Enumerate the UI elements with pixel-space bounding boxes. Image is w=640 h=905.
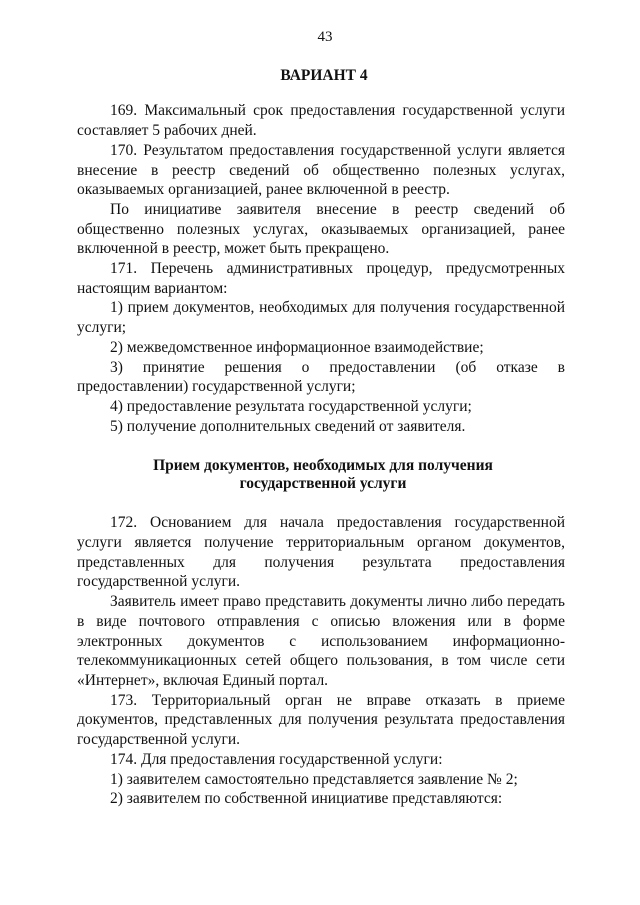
list-item-171-2: 2) межведомственное информационное взаимодействие; (110, 338, 484, 356)
page-number: 43 (317, 29, 333, 45)
list-item-171-1: 1) прием документов, необходимых для получения государственной услуги; (77, 299, 565, 337)
paragraph-173: 173. Территориальный орган не вправе отказать в приеме документов, представленных для получения результата предоставления государственной услуги. (77, 691, 565, 749)
paragraph-172-continuation: Заявитель имеет право представить документы лично либо передать в виде почтового отправления с описью вложения или в форме электронных документов с использованием информационно-телекоммуникационных сетей общего пользования, в том числе сети «Интернет», включая Единый портал. (77, 593, 565, 689)
list-item-174-2: 2) заявителем по собственной инициативе представляются: (110, 790, 503, 808)
list-item-174-1: 1) заявителем самостоятельно представляется заявление № 2; (110, 770, 518, 788)
paragraph-170: 170. Результатом предоставления государственной услуги является внесение в реестр сведений об общественно полезных услугах, оказываемых организацией, ранее включенной в реестр. (77, 141, 565, 199)
paragraph-170-continuation: По инициативе заявителя внесение в реестр сведений об общественно полезных услугах, оказываемых организацией, ранее включенной в реестр, может быть прекращено. (77, 200, 565, 258)
document-page (77, 28, 565, 809)
paragraph-169: 169. Максимальный срок предоставления государственной услуги составляет 5 рабочих дней. (77, 102, 565, 140)
paragraph-174: 174. Для предоставления государственной услуги: (110, 750, 443, 768)
section-heading (77, 457, 565, 493)
paragraph-171: 171. Перечень административных процедур, предусмотренных настоящим вариантом: (77, 260, 565, 297)
paragraph-172: 172. Основанием для начала предоставления государственной услуги является получение территориальным органом документов, представленных для получения результата предоставления государственной услуги. (77, 514, 565, 591)
section-heading-line-2: государственной услуги (239, 475, 407, 493)
list-item-171-5: 5) получение дополнительных сведений от заявителя. (110, 417, 466, 435)
section-heading-line-1: Прием документов, необходимых для получения (153, 457, 493, 475)
list-item-171-4: 4) предоставление результата государственной услуги; (110, 397, 472, 415)
list-item-171-3: 3) принятие решения о предоставлении (об отказе в предоставлении) государственной услуги; (77, 358, 565, 396)
variant-title: ВАРИАНТ 4 (280, 66, 368, 84)
